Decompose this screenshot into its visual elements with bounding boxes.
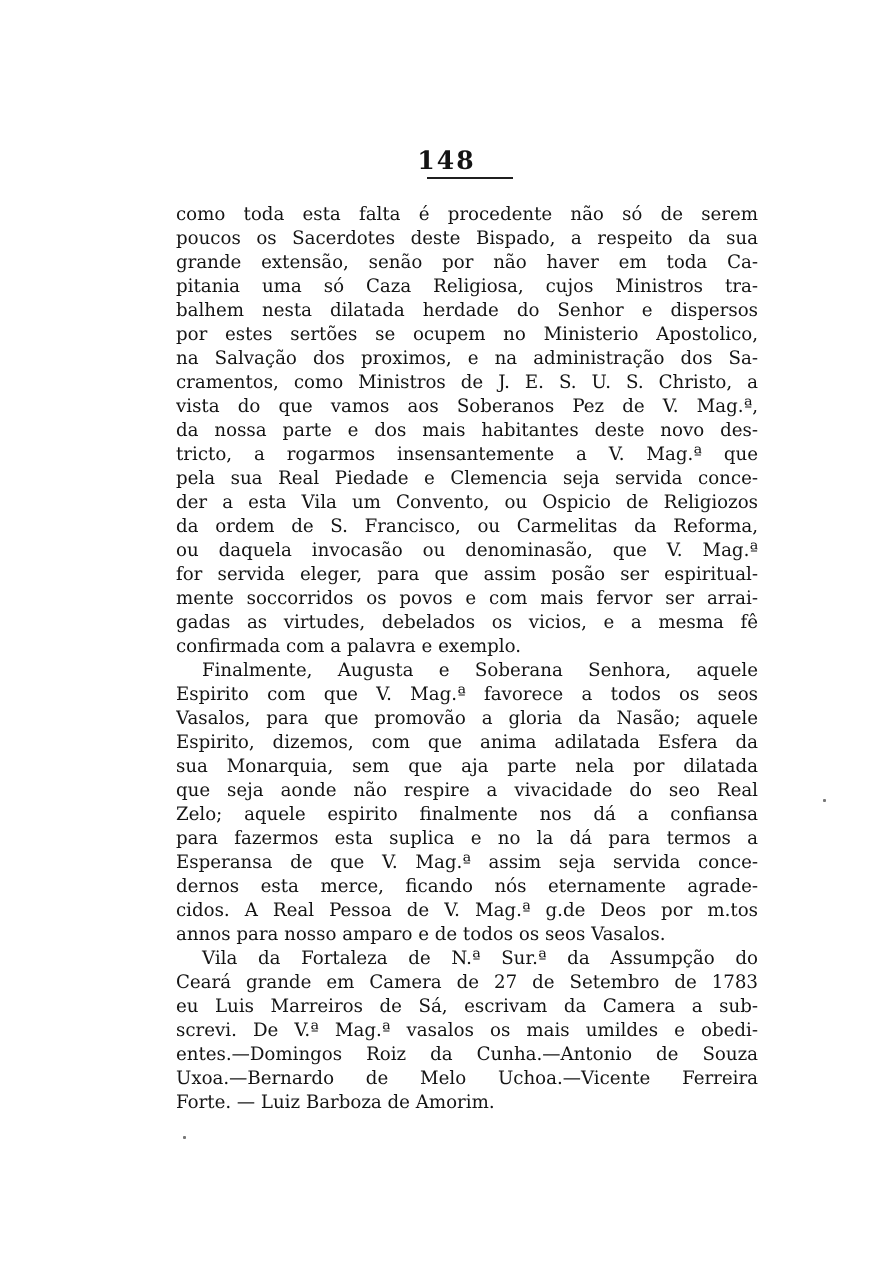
page-number-underline — [427, 177, 513, 179]
scan-speck — [183, 1136, 186, 1139]
text-line: Esperansa de que V. Mag.ª assim seja servida conce- — [176, 852, 758, 873]
text-line: da ordem de S. Francisco, ou Carmelitas da Reforma, — [176, 516, 758, 537]
text-line: grande extensão, senão por não haver em toda Ca- — [176, 252, 758, 273]
text-line: Espirito, dizemos, com que anima adilatada Esfera da — [176, 732, 758, 753]
body-text — [176, 203, 758, 1115]
text-line: vista do que vamos aos Soberanos Pez de V. Mag.ª, — [176, 396, 758, 417]
text-line: sua Monarquia, sem que aja parte nela por dilatada — [176, 756, 758, 777]
paragraph-2 — [176, 659, 758, 947]
text-line: da nossa parte e dos mais habitantes deste novo des- — [176, 420, 758, 441]
text-line: eu Luis Marreiros de Sá, escrivam da Camera a sub- — [176, 996, 758, 1017]
text-line: Vasalos, para que promovão a gloria da Nasão; aquele — [176, 708, 758, 729]
text-line: pela sua Real Piedade e Clemencia seja servida conce- — [176, 468, 758, 489]
text-line: ou daquela invocasão ou denominasão, que V. Mag.ª — [176, 540, 758, 561]
text-line: entes.—Domingos Roiz da Cunha.—Antonio de Souza — [176, 1044, 758, 1065]
text-line: Finalmente, Augusta e Soberana Senhora, aquele — [202, 660, 758, 681]
text-line: Espirito com que V. Mag.ª favorece a todos os seos — [176, 684, 758, 705]
text-line: Ceará grande em Camera de 27 de Setembro de 1783 — [176, 972, 758, 993]
text-line: cramentos, como Ministros de J. E. S. U. S. Christo, a — [176, 372, 758, 393]
text-line: por estes sertões se ocupem no Ministerio Apostolico, — [176, 324, 758, 345]
text-line: confirmada com a palavra e exemplo. — [176, 636, 522, 657]
text-line: cidos. A Real Pessoa de V. Mag.ª g.de Deos por m.tos — [176, 900, 758, 921]
text-line: como toda esta falta é procedente não só de serem — [176, 204, 758, 225]
text-line: der a esta Vila um Convento, ou Ospicio de Religiozos — [176, 492, 758, 513]
scan-speck — [823, 799, 826, 802]
text-line: gadas as virtudes, debelados os vicios, e a mesma fê — [176, 612, 758, 633]
text-line: Vila da Fortaleza de N.ª Sur.ª da Assumpção do — [202, 948, 758, 969]
text-line: Uxoa.—Bernardo de Melo Uchoa.—Vicente Ferreira — [176, 1068, 758, 1089]
text-line: que seja aonde não respire a vivacidade do seo Real — [176, 780, 758, 801]
text-line: screvi. De V.ª Mag.ª vasalos os mais umildes e obedi- — [176, 1020, 758, 1041]
text-line: para fazermos esta suplica e no la dá para termos a — [176, 828, 758, 849]
text-line: na Salvação dos proximos, e na administração dos Sa- — [176, 348, 758, 369]
text-line: poucos os Sacerdotes deste Bispado, a respeito da sua — [176, 228, 758, 249]
text-line: Zelo; aquele espirito finalmente nos dá a confiansa — [176, 804, 758, 825]
text-line: pitania uma só Caza Religiosa, cujos Ministros tra- — [176, 276, 758, 297]
page-number: 148 — [417, 146, 476, 175]
paragraph-1 — [176, 203, 758, 659]
text-line: for servida eleger, para que assim posão ser espiritual- — [176, 564, 758, 585]
text-line: Forte. — Luiz Barboza de Amorim. — [176, 1092, 495, 1113]
text-line: balhem nesta dilatada herdade do Senhor e dispersos — [176, 300, 758, 321]
text-line: dernos esta merce, ficando nós eternamente agrade- — [176, 876, 758, 897]
text-line: tricto, a rogarmos insensantemente a V. Mag.ª que — [176, 444, 758, 465]
text-line: mente soccorridos os povos e com mais fervor ser arrai- — [176, 588, 758, 609]
text-line: annos para nosso amparo e de todos os seos Vasalos. — [176, 924, 666, 945]
paragraph-3 — [176, 947, 758, 1115]
